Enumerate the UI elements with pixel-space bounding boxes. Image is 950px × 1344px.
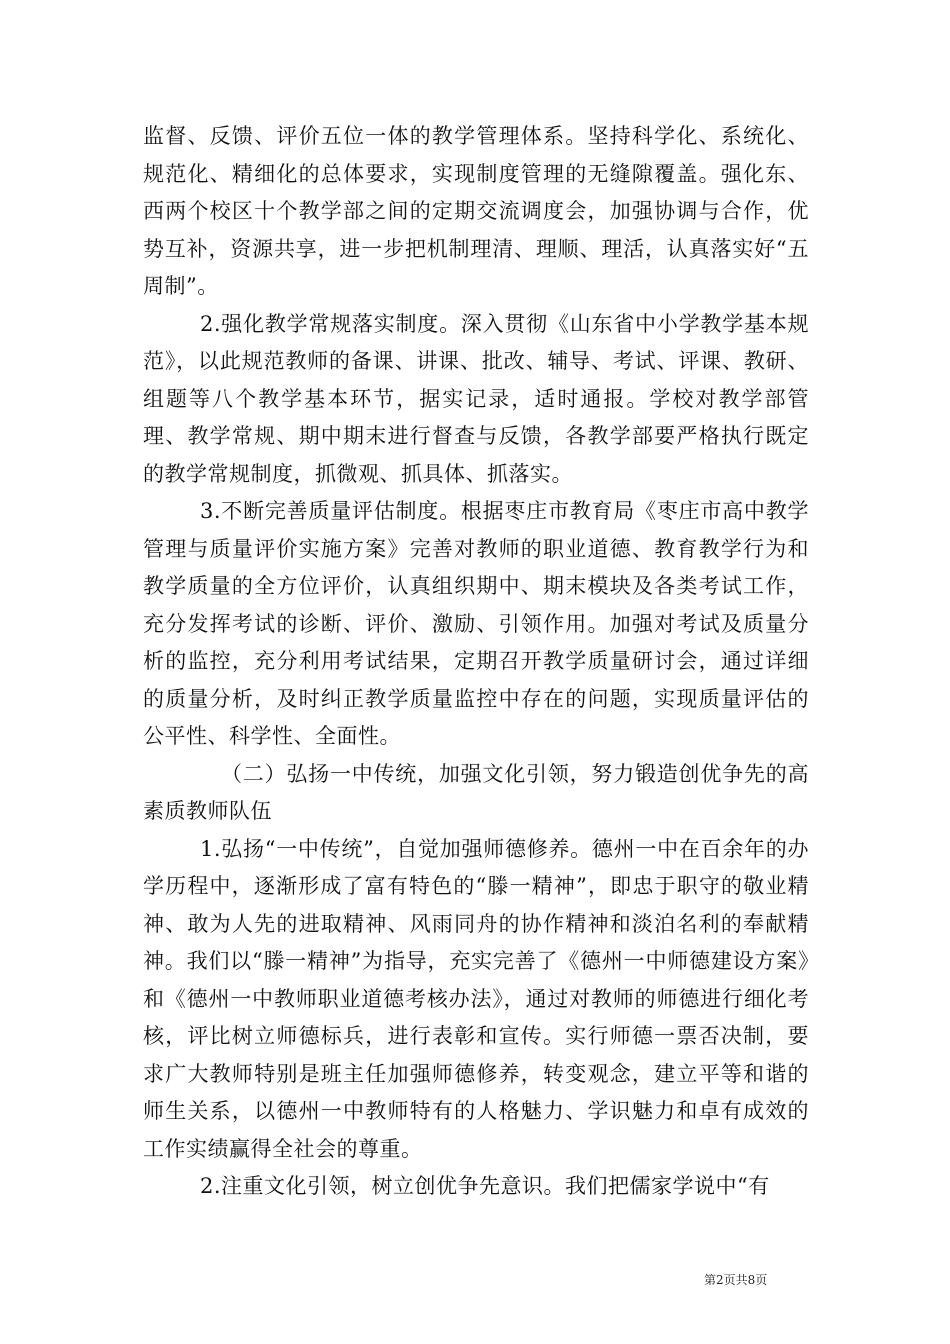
paragraph-teacher-ethics: 1.弘扬“一中传统”，自觉加强师德修养。德州一中在百余年的办学历程中，逐渐形成了富有特色的“滕一精神”，即忠于职守的敬业精神、敢为人先的进取精神、风雨同舟的协作精神和淡泊名利的奉献精神。我们以“滕一精神”为指导，充实完善了《德州一中师德建设方案》和《德州一中教师职业道德考核办法》，通过对教师的师德进行细化考核，评比树立师德标兵，进行表彰和宣传。实行师德一票否决制，要求广大教师特别是班主任加强师德修养，转变观念，建立平等和谐的师生关系，以德州一中教师特有的人格魅力、学识魅力和卓有成效的工作实绩赢得全社会的尊重。 [143, 836, 809, 1161]
paragraph-teaching-routine: 2.强化教学常规落实制度。深入贯彻《山东省中小学教学基本规范》，以此规范教师的备课、讲课、批改、辅导、考试、评课、教研、组题等八个教学基本环节，据实记录，适时通报。学校对教学部管理、教学常规、期中期末进行督查与反馈，各教学部要严格执行既定的教学常规制度，抓微观、抓具体、抓落实。 [143, 311, 809, 486]
section-heading-teacher-team: （二）弘扬一中传统，加强文化引领，努力锻造创优争先的高素质教师队伍 [143, 761, 809, 823]
page-number: 第2页共8页 [704, 1273, 768, 1287]
document-body [143, 118, 809, 1206]
paragraph-cultural-guidance: 2.注重文化引领，树立创优争先意识。我们把儒家学说中“有 [200, 1174, 770, 1198]
paragraph-continuation: 监督、反馈、评价五位一体的教学管理体系。坚持科学化、系统化、规范化、精细化的总体要求，实现制度管理的无缝隙覆盖。强化东、西两个校区十个教学部之间的定期交流调度会，加强协调与合作，优势互补，资源共享，进一步把机制理清、理顺、理活，认真落实好“五周制”。 [143, 124, 809, 298]
paragraph-quality-assessment: 3.不断完善质量评估制度。根据枣庄市教育局《枣庄市高中教学管理与质量评价实施方案》完善对教师的职业道德、教育教学行为和教学质量的全方位评价，认真组织期中、期末模块及各类考试工作，充分发挥考试的诊断、评价、激励、引领作用。加强对考试及质量分析的监控，充分利用考试结果，定期召开教学质量研讨会，通过详细的质量分析，及时纠正教学质量监控中存在的问题，实现质量评估的公平性、科学性、全面性。 [143, 499, 809, 748]
